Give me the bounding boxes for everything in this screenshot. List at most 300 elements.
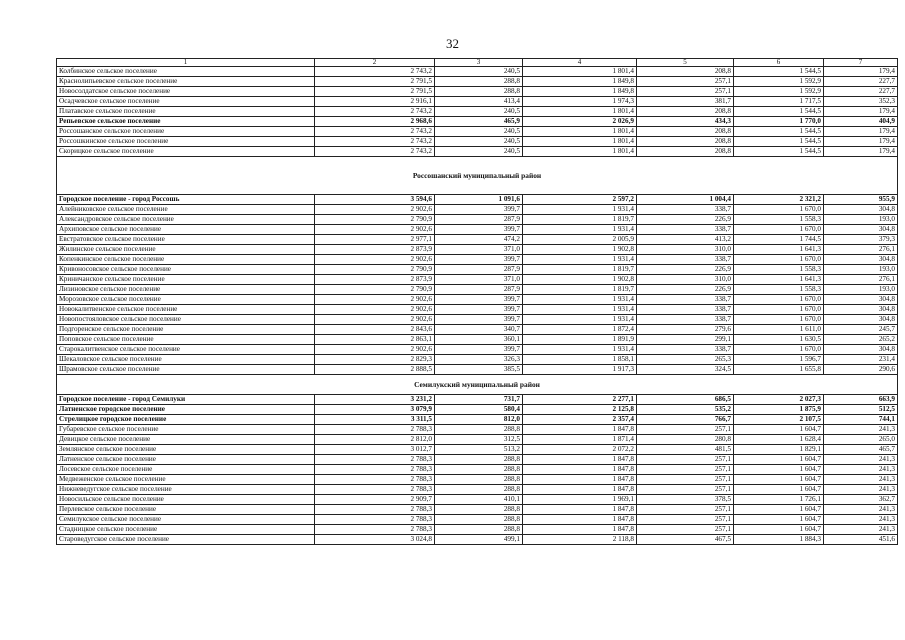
value-cell: 304,8	[824, 315, 898, 325]
settlement-name-cell: Алейниковское сельское поселение	[57, 205, 315, 215]
value-cell: 1 931,4	[523, 305, 637, 315]
value-cell: 1 558,3	[734, 285, 824, 295]
value-cell: 399,7	[435, 225, 523, 235]
value-cell: 2 873,9	[315, 275, 435, 285]
value-cell: 338,7	[637, 295, 734, 305]
settlement-name-cell: Архиповское сельское поселение	[57, 225, 315, 235]
value-cell: 1 819,7	[523, 285, 637, 295]
value-cell: 744,1	[824, 415, 898, 425]
value-cell: 1 670,0	[734, 295, 824, 305]
table-row	[57, 295, 898, 305]
value-cell: 288,8	[435, 455, 523, 465]
value-cell: 310,0	[637, 275, 734, 285]
value-cell: 2 277,1	[523, 395, 637, 405]
value-cell: 240,5	[435, 107, 523, 117]
value-cell: 299,1	[637, 335, 734, 345]
table-row	[57, 525, 898, 535]
value-cell: 208,8	[637, 107, 734, 117]
value-cell: 580,4	[435, 405, 523, 415]
settlement-name-cell: Староведугское сельское поселение	[57, 535, 315, 545]
settlement-name-cell: Землянское сельское поселение	[57, 445, 315, 455]
settlement-name-cell: Новосолдатское сельское поселение	[57, 87, 315, 97]
value-cell: 257,1	[637, 87, 734, 97]
value-cell: 287,9	[435, 215, 523, 225]
value-cell: 3 024,8	[315, 535, 435, 545]
value-cell: 2 027,3	[734, 395, 824, 405]
value-cell: 280,8	[637, 435, 734, 445]
table-row	[57, 255, 898, 265]
value-cell: 371,0	[435, 275, 523, 285]
value-cell: 371,0	[435, 245, 523, 255]
table-row	[57, 265, 898, 275]
value-cell: 1 744,5	[734, 235, 824, 245]
value-cell: 499,1	[435, 535, 523, 545]
value-cell: 304,8	[824, 205, 898, 215]
value-cell: 1 655,8	[734, 365, 824, 375]
value-cell: 1 847,8	[523, 485, 637, 495]
value-cell: 287,9	[435, 265, 523, 275]
value-cell: 287,9	[435, 285, 523, 295]
table-row	[57, 87, 898, 97]
value-cell: 240,5	[435, 137, 523, 147]
value-cell: 241,3	[824, 425, 898, 435]
value-cell: 1 004,4	[637, 195, 734, 205]
settlement-name-cell: Евстратовское сельское поселение	[57, 235, 315, 245]
value-cell: 2 743,2	[315, 147, 435, 157]
value-cell: 1 858,1	[523, 355, 637, 365]
value-cell: 686,5	[637, 395, 734, 405]
value-cell: 304,8	[824, 305, 898, 315]
value-cell: 2 977,1	[315, 235, 435, 245]
value-cell: 1 641,3	[734, 245, 824, 255]
table-row	[57, 435, 898, 445]
value-cell: 1 801,4	[523, 67, 637, 77]
value-cell: 410,1	[435, 495, 523, 505]
settlement-name-cell: Александровское сельское поселение	[57, 215, 315, 225]
value-cell: 1 902,8	[523, 245, 637, 255]
value-cell: 1 847,8	[523, 505, 637, 515]
settlement-name-cell: Кривоносовское сельское поселение	[57, 265, 315, 275]
value-cell: 2 791,5	[315, 87, 435, 97]
value-cell: 1 931,4	[523, 315, 637, 325]
value-cell: 241,3	[824, 465, 898, 475]
section-title: Россошанский муниципальный район	[57, 157, 898, 195]
value-cell: 1 902,8	[523, 275, 637, 285]
value-cell: 1 931,4	[523, 225, 637, 235]
settlement-name-cell: Осадчевское сельское поселение	[57, 97, 315, 107]
value-cell: 338,7	[637, 345, 734, 355]
value-cell: 257,1	[637, 515, 734, 525]
column-header: 3	[435, 59, 523, 67]
settlement-name-cell: Шрамовское сельское поселение	[57, 365, 315, 375]
table-row	[57, 275, 898, 285]
table-row	[57, 505, 898, 515]
value-cell: 1 849,8	[523, 77, 637, 87]
value-cell: 1 872,4	[523, 325, 637, 335]
settlement-name-cell: Нижневедугское сельское поселение	[57, 485, 315, 495]
table-row	[57, 97, 898, 107]
settlement-name-cell: Россошанское сельское поселение	[57, 127, 315, 137]
value-cell: 378,5	[637, 495, 734, 505]
settlement-name-cell: Платавское сельское поселение	[57, 107, 315, 117]
value-cell: 399,7	[435, 315, 523, 325]
value-cell: 399,7	[435, 205, 523, 215]
table-row	[57, 77, 898, 87]
value-cell: 288,8	[435, 475, 523, 485]
value-cell: 304,8	[824, 255, 898, 265]
value-cell: 208,8	[637, 67, 734, 77]
value-cell: 257,1	[637, 525, 734, 535]
value-cell: 399,7	[435, 305, 523, 315]
value-cell: 257,1	[637, 455, 734, 465]
value-cell: 2 829,3	[315, 355, 435, 365]
value-cell: 1 819,7	[523, 215, 637, 225]
value-cell: 193,0	[824, 285, 898, 295]
table-row	[57, 235, 898, 245]
settlement-name-cell: Шекаловское сельское поселение	[57, 355, 315, 365]
value-cell: 2 902,6	[315, 315, 435, 325]
table-row	[57, 117, 898, 127]
page-number: 32	[446, 36, 459, 51]
table-header-row	[57, 59, 898, 67]
settlement-name-cell: Жилинское сельское поселение	[57, 245, 315, 255]
value-cell: 812,0	[435, 415, 523, 425]
value-cell: 1 770,0	[734, 117, 824, 127]
section-header-row	[57, 375, 898, 395]
value-cell: 2 743,2	[315, 107, 435, 117]
settlement-name-cell: Морозовское сельское поселение	[57, 295, 315, 305]
value-cell: 1 884,3	[734, 535, 824, 545]
table-row	[57, 245, 898, 255]
value-cell: 766,7	[637, 415, 734, 425]
data-table	[56, 58, 898, 545]
settlement-name-cell: Губаревское сельское поселение	[57, 425, 315, 435]
value-cell: 381,7	[637, 97, 734, 107]
value-cell: 1 670,0	[734, 345, 824, 355]
value-cell: 399,7	[435, 345, 523, 355]
value-cell: 2 118,8	[523, 535, 637, 545]
value-cell: 2 790,9	[315, 285, 435, 295]
section-header-row	[57, 157, 898, 195]
value-cell: 2 790,9	[315, 215, 435, 225]
table-row	[57, 405, 898, 415]
settlement-name-cell: Старокалитвенское сельское поселение	[57, 345, 315, 355]
value-cell: 1 558,3	[734, 265, 824, 275]
settlement-name-cell: Россошкинское сельское поселение	[57, 137, 315, 147]
value-cell: 2 888,5	[315, 365, 435, 375]
column-header: 5	[637, 59, 734, 67]
value-cell: 1 670,0	[734, 315, 824, 325]
table-row	[57, 355, 898, 365]
value-cell: 467,5	[637, 535, 734, 545]
value-cell: 240,5	[435, 147, 523, 157]
table-row	[57, 127, 898, 137]
value-cell: 1 875,9	[734, 405, 824, 415]
value-cell: 1 931,4	[523, 295, 637, 305]
value-cell: 1 829,1	[734, 445, 824, 455]
value-cell: 434,3	[637, 117, 734, 127]
value-cell: 1 558,3	[734, 215, 824, 225]
value-cell: 2 788,3	[315, 525, 435, 535]
value-cell: 1 849,8	[523, 87, 637, 97]
value-cell: 288,8	[435, 465, 523, 475]
value-cell: 1 544,5	[734, 137, 824, 147]
value-cell: 2 005,9	[523, 235, 637, 245]
value-cell: 288,8	[435, 505, 523, 515]
value-cell: 2 357,4	[523, 415, 637, 425]
value-cell: 465,9	[435, 117, 523, 127]
value-cell: 290,6	[824, 365, 898, 375]
value-cell: 360,1	[435, 335, 523, 345]
value-cell: 1 931,4	[523, 345, 637, 355]
value-cell: 2 863,1	[315, 335, 435, 345]
value-cell: 2 873,9	[315, 245, 435, 255]
value-cell: 193,0	[824, 265, 898, 275]
table-row	[57, 67, 898, 77]
value-cell: 1 847,8	[523, 425, 637, 435]
value-cell: 2 790,9	[315, 265, 435, 275]
settlement-name-cell: Семилукское сельское поселение	[57, 515, 315, 525]
value-cell: 1 801,4	[523, 127, 637, 137]
value-cell: 2 909,7	[315, 495, 435, 505]
settlement-name-cell: Колбинское сельское поселение	[57, 67, 315, 77]
table-row	[57, 107, 898, 117]
value-cell: 2 788,3	[315, 465, 435, 475]
value-cell: 1 931,4	[523, 255, 637, 265]
value-cell: 1 628,4	[734, 435, 824, 445]
value-cell: 338,7	[637, 225, 734, 235]
value-cell: 1 847,8	[523, 475, 637, 485]
value-cell: 241,3	[824, 525, 898, 535]
value-cell: 1 641,3	[734, 275, 824, 285]
value-cell: 179,4	[824, 67, 898, 77]
value-cell: 399,7	[435, 255, 523, 265]
value-cell: 3 012,7	[315, 445, 435, 455]
table-row	[57, 305, 898, 315]
value-cell: 399,7	[435, 295, 523, 305]
value-cell: 241,3	[824, 515, 898, 525]
value-cell: 3 594,6	[315, 195, 435, 205]
value-cell: 265,0	[824, 435, 898, 445]
value-cell: 326,3	[435, 355, 523, 365]
value-cell: 338,7	[637, 315, 734, 325]
value-cell: 451,6	[824, 535, 898, 545]
table-row	[57, 485, 898, 495]
table-row	[57, 395, 898, 405]
value-cell: 324,5	[637, 365, 734, 375]
table-row	[57, 147, 898, 157]
value-cell: 2 743,2	[315, 137, 435, 147]
value-cell: 1 726,1	[734, 495, 824, 505]
value-cell: 2 902,6	[315, 295, 435, 305]
value-cell: 2 107,5	[734, 415, 824, 425]
value-cell: 2 902,6	[315, 305, 435, 315]
column-header: 6	[734, 59, 824, 67]
value-cell: 1 891,9	[523, 335, 637, 345]
column-header: 1	[57, 59, 315, 67]
settlement-name-cell: Стадницкое сельское поселение	[57, 525, 315, 535]
value-cell: 2 788,3	[315, 425, 435, 435]
value-cell: 2 788,3	[315, 505, 435, 515]
value-cell: 404,9	[824, 117, 898, 127]
value-cell: 1 717,5	[734, 97, 824, 107]
table-body	[57, 67, 898, 545]
value-cell: 208,8	[637, 127, 734, 137]
value-cell: 1 604,7	[734, 425, 824, 435]
table-row	[57, 455, 898, 465]
table-row	[57, 415, 898, 425]
settlement-name-cell: Репьевское сельское поселение	[57, 117, 315, 127]
value-cell: 2 026,9	[523, 117, 637, 127]
value-cell: 231,4	[824, 355, 898, 365]
settlement-name-cell: Поповское сельское поселение	[57, 335, 315, 345]
value-cell: 2 743,2	[315, 127, 435, 137]
value-cell: 226,9	[637, 265, 734, 275]
settlement-name-cell: Перлевское сельское поселение	[57, 505, 315, 515]
value-cell: 2 321,2	[734, 195, 824, 205]
column-header: 4	[523, 59, 637, 67]
value-cell: 1 604,7	[734, 485, 824, 495]
value-cell: 288,8	[435, 77, 523, 87]
value-cell: 535,2	[637, 405, 734, 415]
value-cell: 2 916,1	[315, 97, 435, 107]
value-cell: 227,7	[824, 77, 898, 87]
value-cell: 1 611,0	[734, 325, 824, 335]
value-cell: 413,2	[637, 235, 734, 245]
column-header: 2	[315, 59, 435, 67]
value-cell: 241,3	[824, 505, 898, 515]
value-cell: 1 604,7	[734, 515, 824, 525]
value-cell: 1 871,4	[523, 435, 637, 445]
settlement-name-cell: Медвеженское сельское поселение	[57, 475, 315, 485]
table-row	[57, 225, 898, 235]
value-cell: 3 079,9	[315, 405, 435, 415]
value-cell: 1 801,4	[523, 147, 637, 157]
value-cell: 1 592,9	[734, 77, 824, 87]
value-cell: 1 544,5	[734, 107, 824, 117]
value-cell: 304,8	[824, 295, 898, 305]
value-cell: 1 670,0	[734, 255, 824, 265]
value-cell: 663,9	[824, 395, 898, 405]
value-cell: 179,4	[824, 137, 898, 147]
value-cell: 1 544,5	[734, 127, 824, 137]
table-row	[57, 365, 898, 375]
settlement-name-cell: Новопостояловское сельское поселение	[57, 315, 315, 325]
value-cell: 265,2	[824, 335, 898, 345]
value-cell: 2 812,0	[315, 435, 435, 445]
value-cell: 2 743,2	[315, 67, 435, 77]
value-cell: 179,4	[824, 147, 898, 157]
value-cell: 1 604,7	[734, 525, 824, 535]
value-cell: 257,1	[637, 485, 734, 495]
value-cell: 265,3	[637, 355, 734, 365]
value-cell: 288,8	[435, 525, 523, 535]
value-cell: 1 670,0	[734, 305, 824, 315]
value-cell: 288,8	[435, 485, 523, 495]
section-title: Семилукский муниципальный район	[57, 375, 898, 395]
settlement-name-cell: Лосевское сельское поселение	[57, 465, 315, 475]
value-cell: 245,7	[824, 325, 898, 335]
settlement-name-cell: Новосильское сельское поселение	[57, 495, 315, 505]
value-cell: 276,1	[824, 275, 898, 285]
value-cell: 1 596,7	[734, 355, 824, 365]
value-cell: 241,3	[824, 475, 898, 485]
table-row	[57, 475, 898, 485]
table-row	[57, 515, 898, 525]
value-cell: 1 630,5	[734, 335, 824, 345]
value-cell: 362,7	[824, 495, 898, 505]
value-cell: 465,7	[824, 445, 898, 455]
value-cell: 257,1	[637, 425, 734, 435]
value-cell: 288,8	[435, 87, 523, 97]
value-cell: 208,8	[637, 137, 734, 147]
value-cell: 2 125,8	[523, 405, 637, 415]
value-cell: 1 969,1	[523, 495, 637, 505]
value-cell: 1 917,3	[523, 365, 637, 375]
column-header: 7	[824, 59, 898, 67]
value-cell: 2 072,2	[523, 445, 637, 455]
value-cell: 179,4	[824, 127, 898, 137]
settlement-name-cell: Подгоренское сельское поселение	[57, 325, 315, 335]
table-row	[57, 315, 898, 325]
table-row	[57, 137, 898, 147]
value-cell: 1 847,8	[523, 455, 637, 465]
settlement-name-cell: Скорицкое сельское поселение	[57, 147, 315, 157]
value-cell: 257,1	[637, 505, 734, 515]
value-cell: 2 843,6	[315, 325, 435, 335]
table-row	[57, 335, 898, 345]
value-cell: 1 670,0	[734, 225, 824, 235]
table-row	[57, 325, 898, 335]
value-cell: 2 902,6	[315, 205, 435, 215]
value-cell: 2 788,3	[315, 515, 435, 525]
value-cell: 2 597,2	[523, 195, 637, 205]
value-cell: 240,5	[435, 67, 523, 77]
value-cell: 1 670,0	[734, 205, 824, 215]
value-cell: 1 819,7	[523, 265, 637, 275]
value-cell: 1 931,4	[523, 205, 637, 215]
value-cell: 2 902,6	[315, 255, 435, 265]
value-cell: 304,8	[824, 225, 898, 235]
value-cell: 241,3	[824, 485, 898, 495]
table-row	[57, 445, 898, 455]
value-cell: 3 311,5	[315, 415, 435, 425]
value-cell: 208,8	[637, 147, 734, 157]
table-row	[57, 215, 898, 225]
value-cell: 513,2	[435, 445, 523, 455]
settlement-name-cell: Латненское сельское поселение	[57, 455, 315, 465]
value-cell: 241,3	[824, 455, 898, 465]
value-cell: 474,2	[435, 235, 523, 245]
table-row	[57, 345, 898, 355]
table-row	[57, 465, 898, 475]
table-row	[57, 195, 898, 205]
value-cell: 2 788,3	[315, 485, 435, 495]
value-cell: 1 801,4	[523, 137, 637, 147]
value-cell: 312,5	[435, 435, 523, 445]
value-cell: 1 592,9	[734, 87, 824, 97]
value-cell: 1 847,8	[523, 525, 637, 535]
value-cell: 2 902,6	[315, 225, 435, 235]
settlement-name-cell: Лизиновское сельское поселение	[57, 285, 315, 295]
value-cell: 240,5	[435, 127, 523, 137]
value-cell: 2 968,6	[315, 117, 435, 127]
value-cell: 1 604,7	[734, 465, 824, 475]
settlement-name-cell: Городское поселение - город Семилуки	[57, 395, 315, 405]
value-cell: 304,8	[824, 345, 898, 355]
value-cell: 279,6	[637, 325, 734, 335]
settlement-name-cell: Краснолипьевское сельское поселение	[57, 77, 315, 87]
